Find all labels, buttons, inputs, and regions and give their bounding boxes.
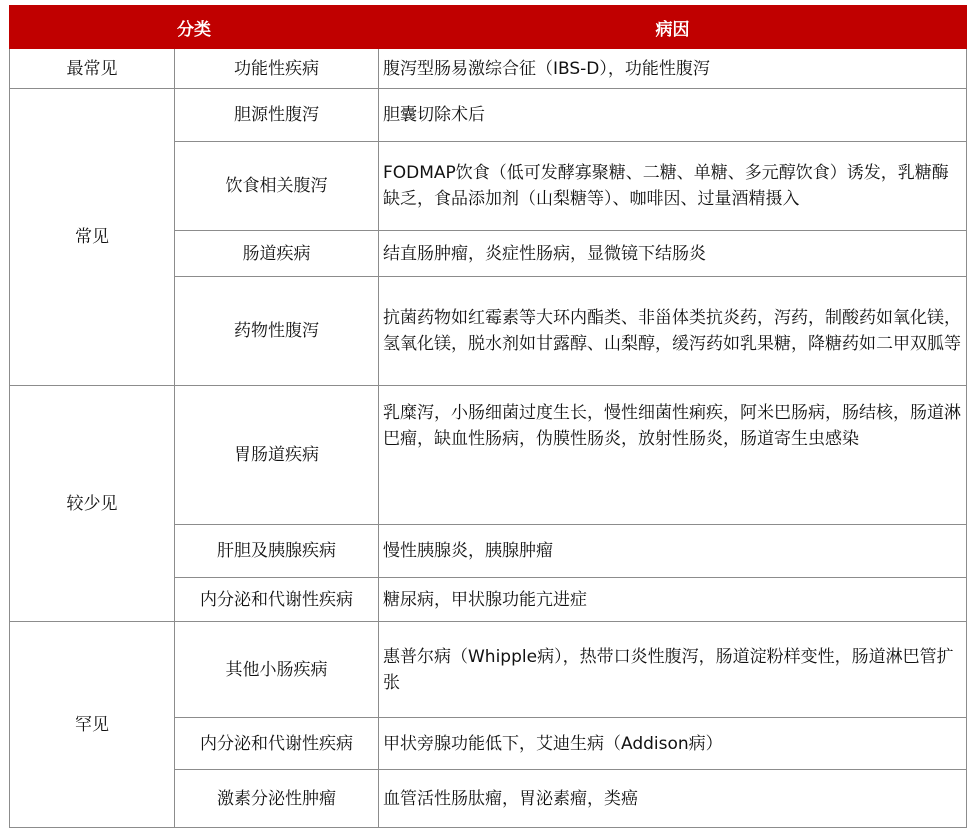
diarrhea-cause-table-container (9, 5, 966, 828)
cause-text: 甲状旁腺功能低下，艾迪生病（Addison病） (379, 718, 967, 770)
cause-text: 惠普尔病（Whipple病），热带口炎性腹泻，肠道淀粉样变性，肠道淋巴管扩张 (379, 622, 967, 718)
subcategory-label: 内分泌和代谢性疾病 (175, 718, 379, 770)
subcategory-label: 激素分泌性肿瘤 (175, 770, 379, 828)
diarrhea-cause-table (9, 5, 967, 828)
category-label: 常见 (10, 89, 175, 386)
table-row (10, 49, 967, 89)
subcategory-label: 饮食相关腹泻 (175, 142, 379, 231)
category-label: 最常见 (10, 49, 175, 89)
subcategory-label: 其他小肠疾病 (175, 622, 379, 718)
cause-text: 血管活性肠肽瘤，胃泌素瘤，类癌 (379, 770, 967, 828)
cause-text: 胆囊切除术后 (379, 89, 967, 142)
subcategory-label: 肝胆及胰腺疾病 (175, 525, 379, 578)
subcategory-label: 肠道疾病 (175, 231, 379, 277)
cause-text: 慢性胰腺炎，胰腺肿瘤 (379, 525, 967, 578)
subcategory-label: 功能性疾病 (175, 49, 379, 89)
table-header-row (10, 6, 967, 49)
cause-text: 糖尿病，甲状腺功能亢进症 (379, 578, 967, 622)
header-cause: 病因 (379, 6, 967, 49)
subcategory-label: 药物性腹泻 (175, 277, 379, 386)
cause-text: FODMAP饮食（低可发酵寡聚糖、二糖、单糖、多元醇饮食）诱发，乳糖酶缺乏，食品添加剂（山梨糖等）、咖啡因、过量酒精摄入 (379, 142, 967, 231)
table-row (10, 386, 967, 525)
table-row (10, 89, 967, 142)
cause-text: 抗菌药物如红霉素等大环内酯类、非甾体类抗炎药，泻药，制酸药如氧化镁，氢氧化镁，脱水剂如甘露醇、山梨醇，缓泻药如乳果糖，降糖药如二甲双胍等 (379, 277, 967, 386)
cause-text: 腹泻型肠易激综合征（IBS-D），功能性腹泻 (379, 49, 967, 89)
subcategory-label: 胆源性腹泻 (175, 89, 379, 142)
category-label: 罕见 (10, 622, 175, 828)
cause-text: 乳糜泻，小肠细菌过度生长，慢性细菌性痢疾，阿米巴肠病，肠结核，肠道淋巴瘤，缺血性肠病，伪膜性肠炎，放射性肠炎，肠道寄生虫感染 (379, 386, 967, 525)
category-label: 较少见 (10, 386, 175, 622)
subcategory-label: 内分泌和代谢性疾病 (175, 578, 379, 622)
subcategory-label: 胃肠道疾病 (175, 386, 379, 525)
cause-text: 结直肠肿瘤，炎症性肠病，显微镜下结肠炎 (379, 231, 967, 277)
table-row (10, 622, 967, 718)
header-category: 分类 (10, 6, 379, 49)
